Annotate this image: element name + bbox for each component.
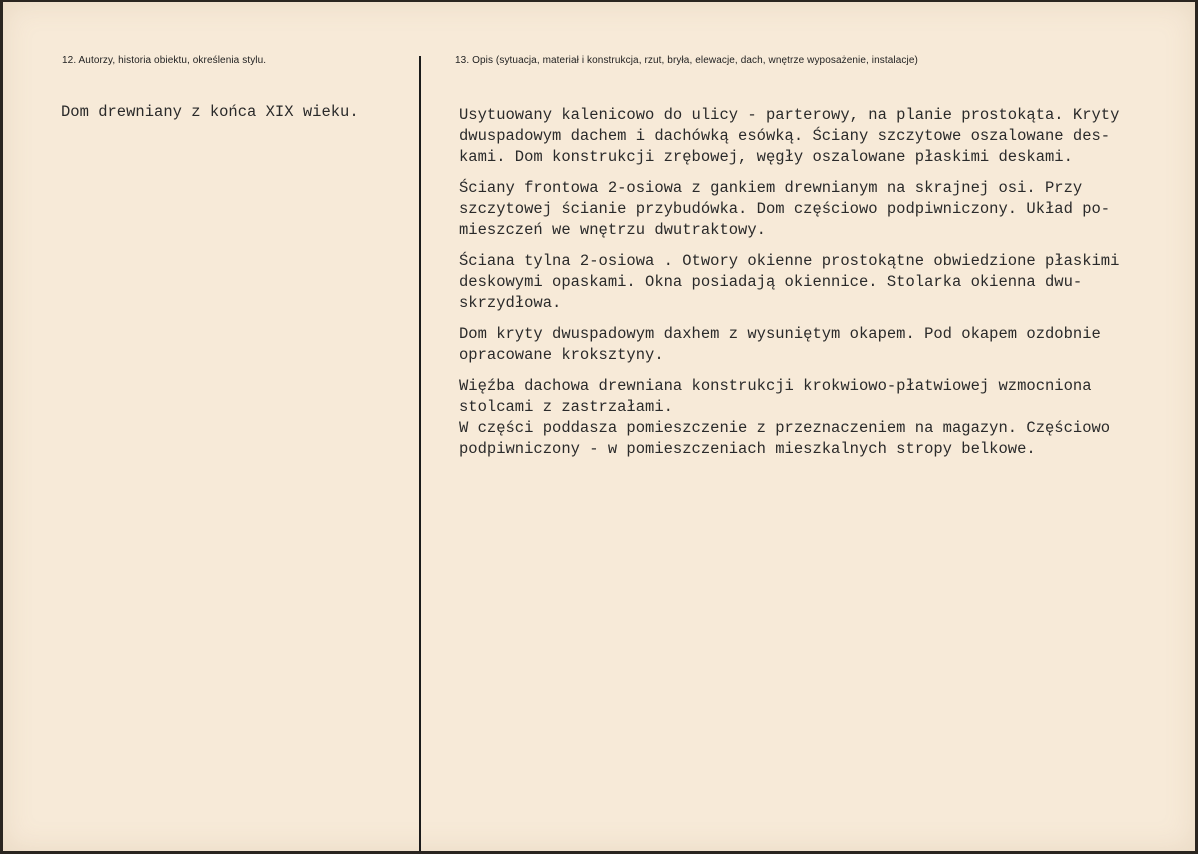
text-line: podpiwniczony - w pomieszczeniach mieszkalnych stropy belkowe.: [459, 440, 1036, 458]
description-paragraph: [459, 324, 1119, 366]
description-paragraph: [459, 376, 1119, 460]
text-line: skrzydłowa.: [459, 294, 562, 312]
column-divider: [419, 56, 421, 851]
text-line: Usytuowany kalenicowo do ulicy - parterowy, na planie prostokąta. Kryty: [459, 106, 1120, 124]
text-line: opracowane kroksztyny.: [459, 346, 664, 364]
description-block: [459, 105, 1119, 460]
text-line: Dom kryty dwuspadowym daxhem z wysuniętym okapem. Pod okapem ozdobnie: [459, 325, 1101, 343]
description-paragraph: [459, 178, 1119, 241]
text-line: Więźba dachowa drewniana konstrukcji krokwiowo-płatwiowej wzmocniona: [459, 377, 1092, 395]
text-line: stolcami z zastrzałami.: [459, 398, 673, 416]
text-line: mieszczeń we wnętrzu dwutraktowy.: [459, 221, 766, 239]
text-line: deskowymi opaskami. Okna posiadają okiennice. Stolarka okienna dwu-: [459, 273, 1083, 291]
document-sheet: [3, 2, 1195, 851]
section-13-header: 13. Opis (sytuacja, materiał i konstrukcja, rzut, bryła, elewacje, dach, wnętrze wyposażenie, instalacje): [455, 55, 918, 66]
text-line: szczytowej ścianie przybudówka. Dom częściowo podpiwniczony. Układ po-: [459, 200, 1111, 218]
section-12-header: 12. Autorzy, historia obiektu, określenia stylu.: [62, 55, 267, 66]
text-line: W części poddasza pomieszczenie z przeznaczeniem na magazyn. Częściowo: [459, 419, 1111, 437]
style-history-text: Dom drewniany z końca XIX wieku.: [61, 103, 359, 121]
text-line: dwuspadowym dachem i dachówką esówką. Ściany szczytowe oszalowane des-: [459, 127, 1111, 145]
description-paragraph: [459, 251, 1119, 314]
text-line: kami. Dom konstrukcji zrębowej, węgły oszalowane płaskimi deskami.: [459, 148, 1073, 166]
description-paragraph: [459, 105, 1119, 168]
text-line: Ściany frontowa 2-osiowa z gankiem drewnianym na skrajnej osi. Przy: [459, 179, 1083, 197]
text-line: Ściana tylna 2-osiowa . Otwory okienne prostokątne obwiedzione płaskimi: [459, 252, 1120, 270]
